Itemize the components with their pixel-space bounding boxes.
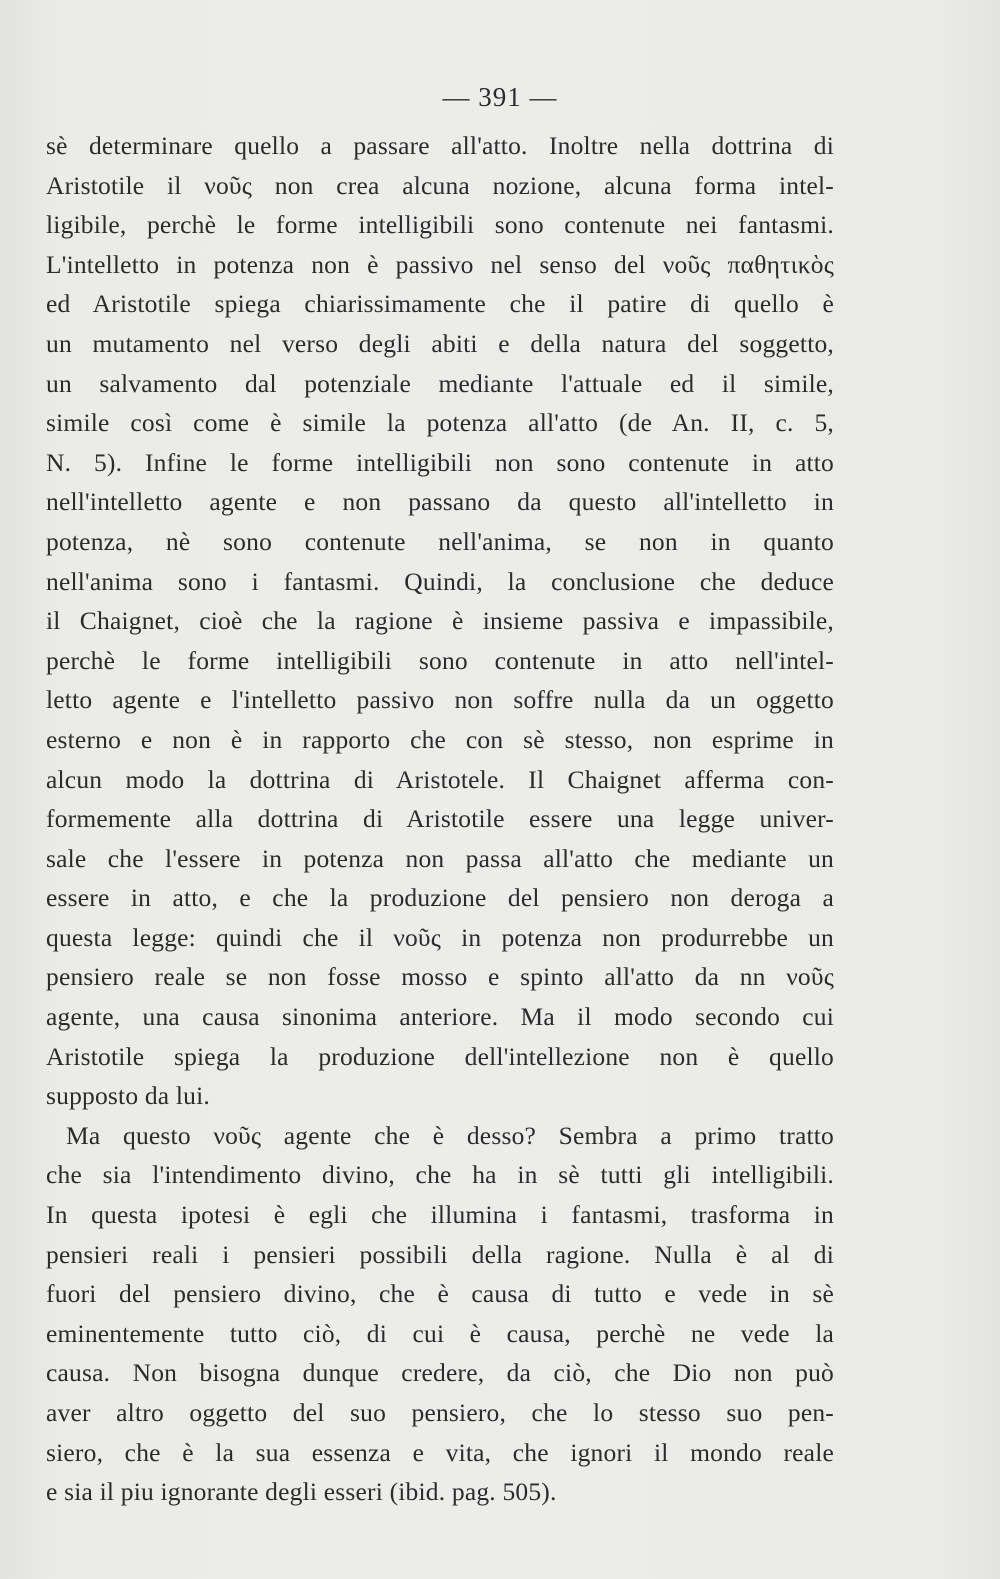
- text-line: e sia il piu ignorante degli esseri (ibid. pag. 505).: [46, 1477, 557, 1507]
- text-line: N. 5). Infine le forme intelligibili non sono contenute in atto: [46, 447, 834, 477]
- text-line: nell'intelletto agente e non passano da questo all'intelletto in: [46, 487, 834, 517]
- text-line: Ma questo νοῦς agente che è desso? Sembra a primo tratto: [66, 1120, 834, 1150]
- text-line: simile così come è simile la potenza all'atto (de An. II, c. 5,: [46, 408, 834, 438]
- text-line: In questa ipotesi è egli che illumina i fantasmi, trasforma in: [46, 1200, 834, 1230]
- text-line: il Chaignet, cioè che la ragione è insieme passiva e impassibile,: [46, 606, 834, 636]
- text-line: causa. Non bisogna dunque credere, da ciò, che Dio non può: [46, 1358, 834, 1388]
- text-line: letto agente e l'intelletto passivo non soffre nulla da un oggetto: [46, 685, 834, 715]
- text-line: eminentemente tutto ciò, di cui è causa, perchè ne vede la: [46, 1318, 834, 1348]
- text-line: Aristotile spiega la produzione dell'intellezione non è quello: [46, 1041, 834, 1071]
- text-line: agente, una causa sinonima anteriore. Ma il modo secondo cui: [46, 1002, 834, 1032]
- text-line: questa legge: quindi che il νοῦς in potenza non produrrebbe un: [46, 922, 834, 952]
- text-line: essere in atto, e che la produzione del pensiero non deroga a: [46, 883, 834, 913]
- text-line: formemente alla dottrina di Aristotile essere una legge univer-: [46, 804, 834, 834]
- body-text: [46, 126, 834, 1512]
- text-line: perchè le forme intelligibili sono contenute in atto nell'intel-: [46, 645, 834, 675]
- text-line: pensiero reale se non fosse mosso e spinto all'atto da nn νοῦς: [46, 962, 834, 992]
- text-line: aver altro oggetto del suo pensiero, che lo stesso suo pen-: [46, 1398, 834, 1427]
- text-line: pensieri reali i pensieri possibili della ragione. Nulla è al di: [46, 1239, 834, 1269]
- text-line: un salvamento dal potenziale mediante l'attuale ed il simile,: [46, 368, 834, 398]
- text-line: L'intelletto in potenza non è passivo nel senso del νοῦς παθητικὸς: [46, 249, 834, 279]
- text-line: supposto da lui.: [46, 1081, 210, 1111]
- text-line: ed Aristotile spiega chiarissimamente che il patire di quello è: [46, 289, 834, 319]
- text-line: ligibile, perchè le forme intelligibili sono contenute nei fantasmi.: [46, 210, 834, 240]
- text-line: nell'anima sono i fantasmi. Quindi, la conclusione che deduce: [46, 566, 834, 596]
- text-line: siero, che è la sua essenza e vita, che ignori il mondo reale: [46, 1437, 834, 1467]
- text-line: un mutamento nel verso degli abiti e della natura del soggetto,: [46, 328, 834, 358]
- page-number: — 391 —: [442, 82, 558, 112]
- text-line: alcun modo la dottrina di Aristotele. Il Chaignet afferma con-: [46, 764, 834, 794]
- text-line: Aristotile il νοῦς non crea alcuna nozione, alcuna forma intel-: [46, 170, 834, 200]
- text-line: fuori del pensiero divino, che è causa di tutto e vede in sè: [46, 1279, 834, 1309]
- text-line: sè determinare quello a passare all'atto. Inoltre nella dottrina di: [46, 131, 834, 160]
- text-line: sale che l'essere in potenza non passa all'atto che mediante un: [46, 843, 834, 873]
- text-line: potenza, nè sono contenute nell'anima, se non in quanto: [46, 526, 834, 556]
- text-line: esterno e non è in rapporto che con sè stesso, non esprime in: [46, 724, 834, 754]
- text-line: che sia l'intendimento divino, che ha in sè tutti gli intelligibili.: [46, 1160, 834, 1190]
